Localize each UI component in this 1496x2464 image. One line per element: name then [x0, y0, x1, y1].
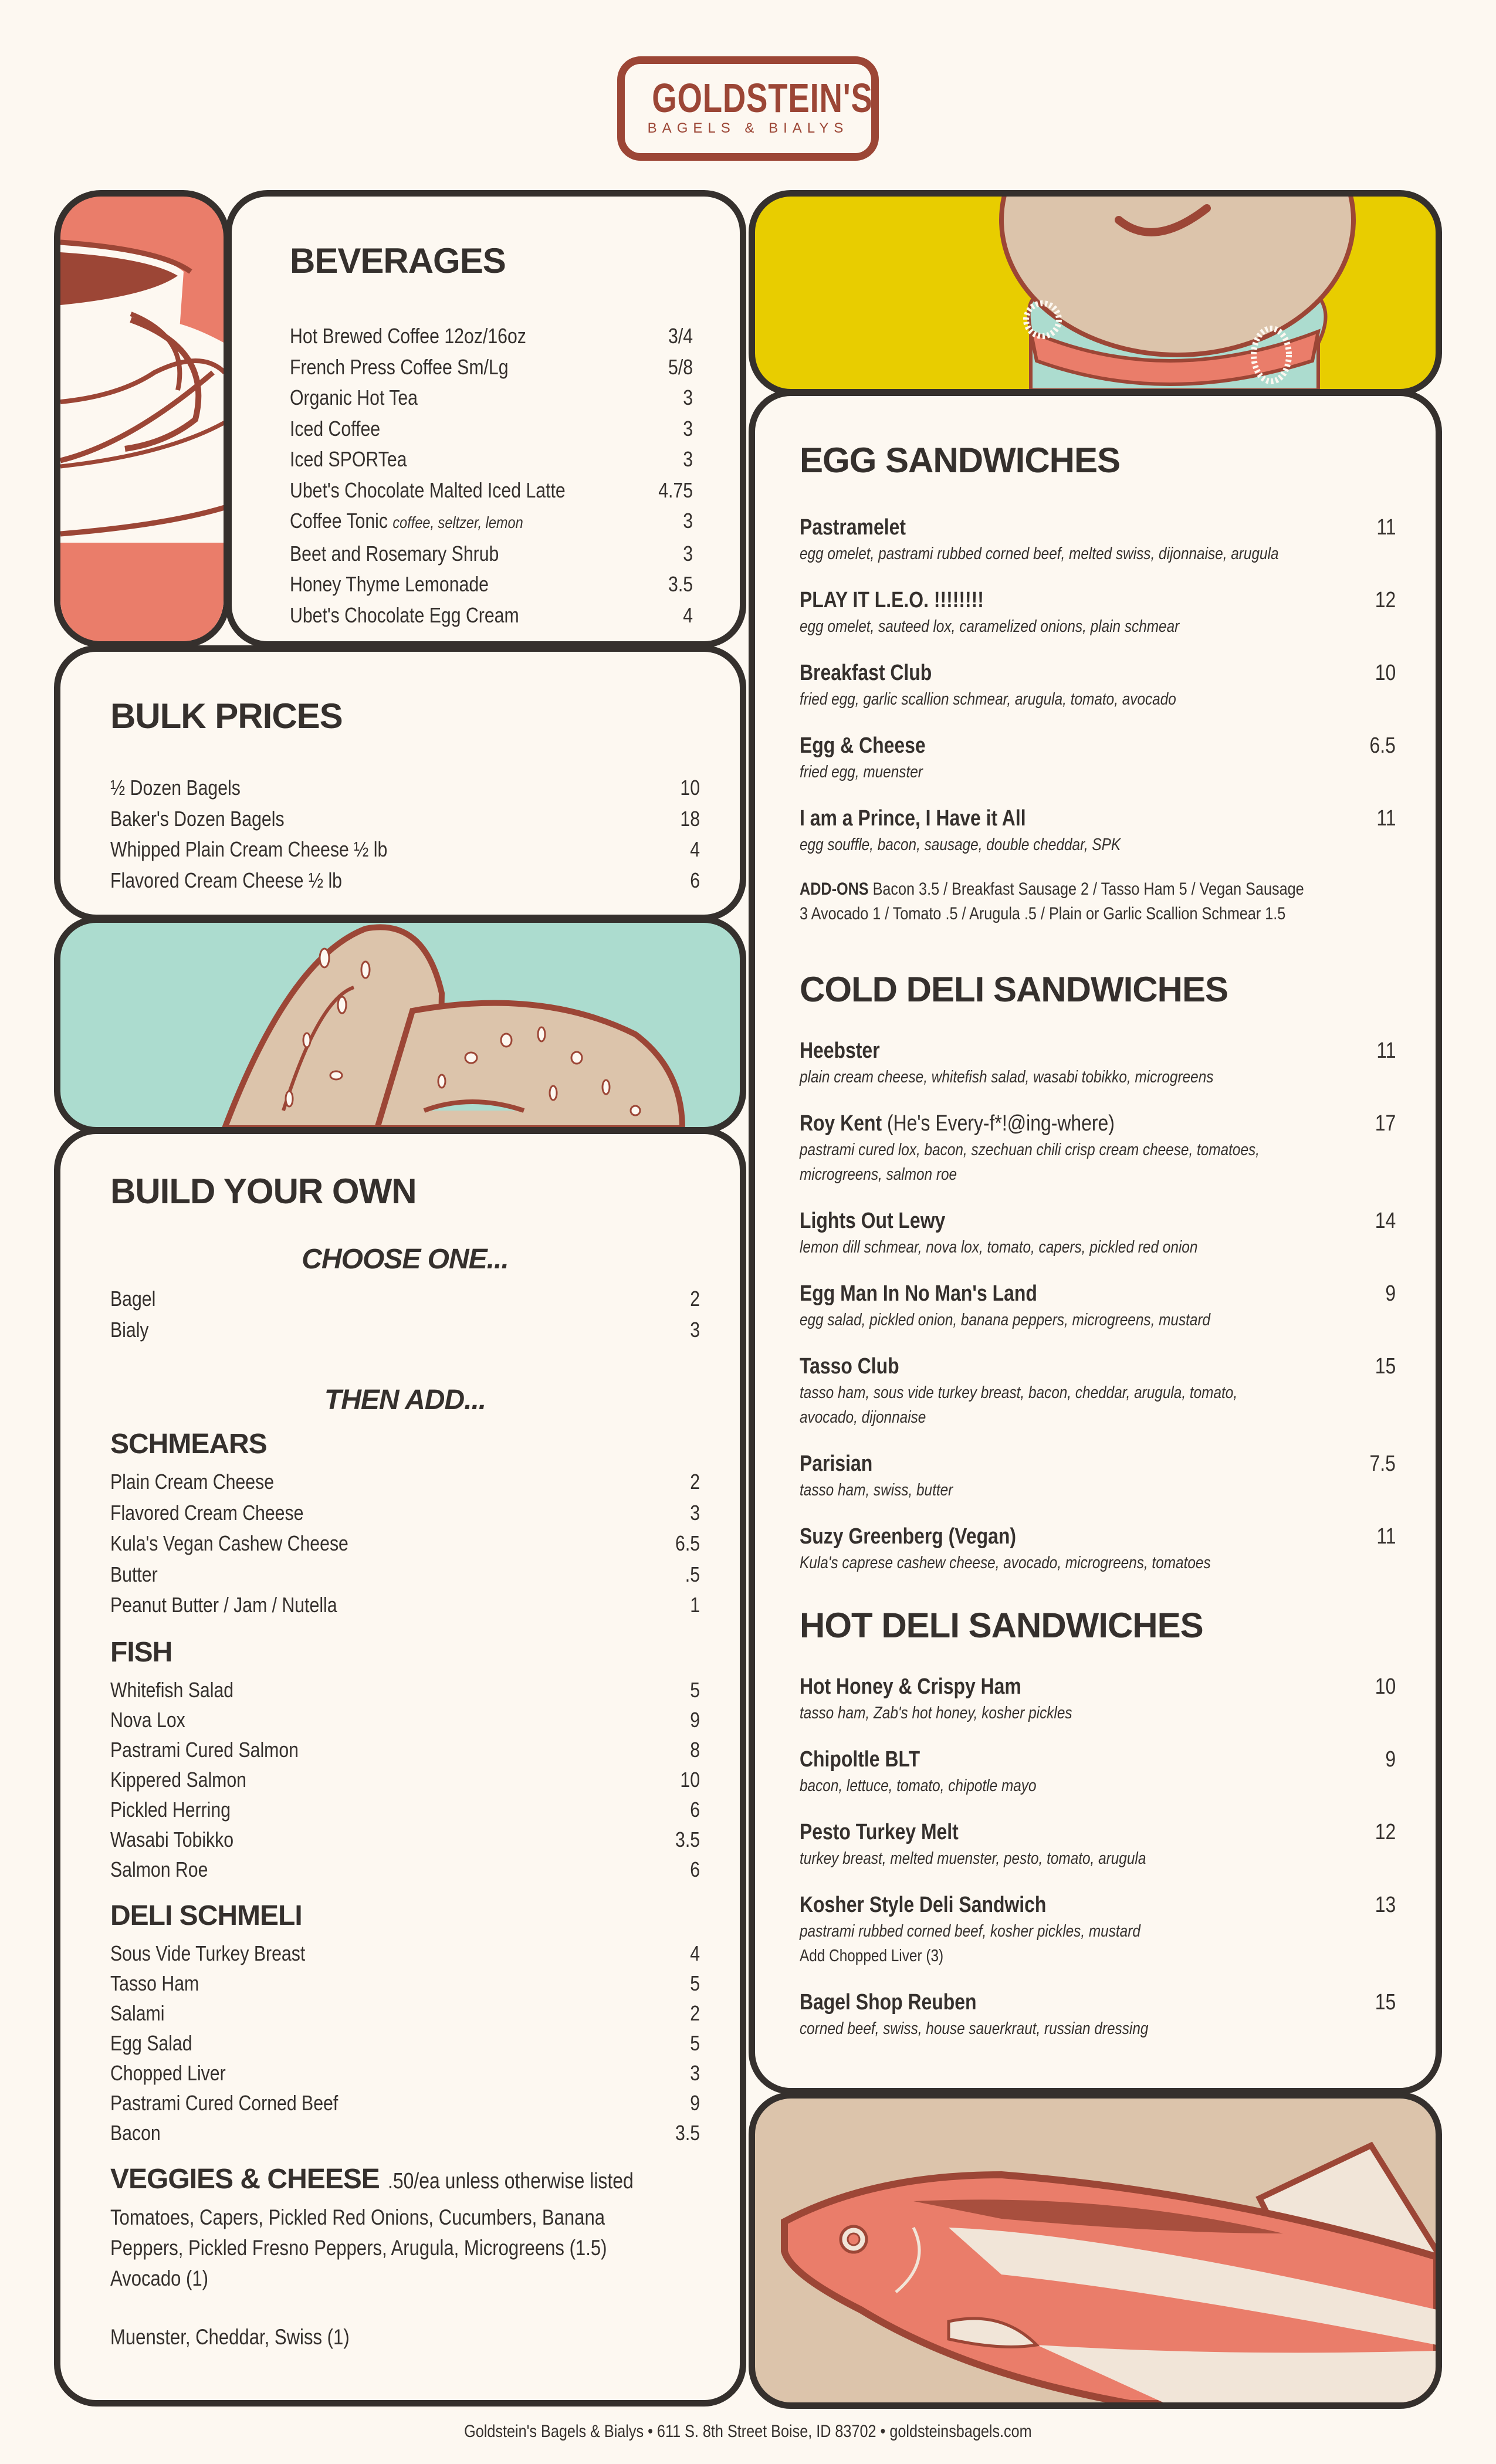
item-name: Whitefish Salad [110, 1677, 234, 1702]
sandwich-name: Pesto Turkey Melt [800, 1820, 959, 1844]
schmear-row [110, 1590, 700, 1621]
sandwich-name: I am a Prince, I Have it All [800, 806, 1026, 831]
hot-sandwich-item [800, 1891, 1396, 1968]
sandwich-price: 9 [1385, 1747, 1396, 1772]
item-price: 5/8 [668, 354, 693, 379]
build-your-own-panel [54, 1128, 746, 2407]
sandwich-price: 11 [1376, 1038, 1396, 1063]
addons-line-1: Bacon 3.5 / Breakfast Sausage 2 / Tasso Ham 5 / Vegan Sausage [868, 879, 1304, 899]
choose-one-label: CHOOSE ONE... [302, 1244, 509, 1275]
item-price: 10 [680, 776, 700, 800]
sandwich-description: egg souffle, bacon, sausage, double cheddar, SPK [800, 835, 1121, 854]
egg-addons [800, 877, 1396, 926]
sandwich-description: tasso ham, swiss, butter [800, 1481, 953, 1500]
sandwich-name: Tasso Club [800, 1354, 899, 1379]
cold-sandwich-item [800, 1280, 1396, 1332]
schmear-row [110, 1498, 700, 1529]
egg-sandwich-item [800, 804, 1396, 857]
fish-row [110, 1825, 700, 1854]
item-name: Pickled Herring [110, 1797, 231, 1822]
item-price: 5 [690, 2030, 700, 2055]
item-name: Peanut Butter / Jam / Nutella [110, 1593, 337, 1617]
item-price: 6 [690, 1797, 700, 1822]
item-price: 3 [683, 416, 693, 441]
subsection-schmears: SCHMEARS [110, 1429, 267, 1460]
sesame-bagels-illustration [54, 916, 746, 1133]
sandwich-name: Roy Kent [800, 1111, 882, 1136]
item-name: Hot Brewed Coffee 12oz/16oz [290, 324, 526, 348]
sandwich-price: 10 [1375, 1674, 1396, 1699]
item-name: Butter [110, 1562, 158, 1586]
item-price: .5 [685, 1562, 700, 1586]
sandwich-price: 13 [1375, 1893, 1396, 1917]
item-name: Iced SPORTea [290, 447, 407, 471]
item-name: Pastrami Cured Corned Beef [110, 2090, 339, 2115]
item-price: 3 [683, 385, 693, 409]
deli-row [110, 1968, 700, 1998]
sandwich-name: Heebster [800, 1038, 880, 1063]
section-title-bulk: BULK PRICES [110, 696, 343, 736]
base-row [110, 1284, 700, 1315]
item-name: Flavored Cream Cheese [110, 1500, 304, 1525]
item-price: 4 [690, 1941, 700, 1965]
fish-row [110, 1735, 700, 1765]
sandwich-price: 15 [1375, 1354, 1396, 1379]
item-name: Kula's Vegan Cashew Cheese [110, 1531, 348, 1555]
cold-sandwich-item [800, 1450, 1396, 1502]
item-name: Tasso Ham [110, 1971, 199, 1995]
egg-sandwich-item [800, 513, 1396, 566]
veggies-line-3: Avocado (1) [110, 2266, 209, 2290]
bulk-prices-panel [54, 645, 746, 921]
bagel-icon [60, 923, 741, 1128]
sandwich-name: Suzy Greenberg (Vegan) [800, 1524, 1016, 1549]
beverage-row [290, 475, 693, 506]
deli-row [110, 1938, 700, 1968]
item-name: Pastrami Cured Salmon [110, 1737, 299, 1762]
item-note: coffee, seltzer, lemon [392, 513, 523, 532]
fish-row [110, 1795, 700, 1825]
coffee-cup-icon [60, 197, 225, 642]
sandwich-price: 6.5 [1369, 733, 1396, 758]
schmear-row [110, 1559, 700, 1590]
cold-sandwich-item [800, 1109, 1396, 1187]
item-name: Wasabi Tobikko [110, 1827, 234, 1852]
deli-row [110, 2118, 700, 2148]
sandwich-description: turkey breast, melted muenster, pesto, tomato, arugula [800, 1849, 1146, 1868]
item-name: Organic Hot Tea [290, 385, 418, 409]
item-price: 5 [690, 1677, 700, 1702]
sandwich-name: Egg Man In No Man's Land [800, 1281, 1037, 1306]
sandwich-description-cont: microgreens, salmon roe [800, 1165, 957, 1184]
item-price: 4 [690, 837, 700, 861]
item-name: Ubet's Chocolate Egg Cream [290, 603, 519, 627]
sandwich-name: Parisian [800, 1451, 873, 1476]
beverage-row [290, 444, 693, 475]
sandwich-description: fried egg, muenster [800, 763, 923, 781]
sandwich-description: corned beef, swiss, house sauerkraut, russian dressing [800, 2019, 1149, 2038]
sandwich-description: egg omelet, pastrami rubbed corned beef, melted swiss, dijonnaise, arugula [800, 544, 1279, 563]
sandwich-price: 11 [1376, 806, 1396, 831]
item-name: Egg Salad [110, 2030, 192, 2055]
item-name: Whipped Plain Cream Cheese ½ lb [110, 837, 388, 861]
sandwich-description: egg omelet, sauteed lox, caramelized onions, plain schmear [800, 617, 1180, 636]
cheese-line: Muenster, Cheddar, Swiss (1) [110, 2324, 350, 2349]
sandwich-name: Hot Honey & Crispy Ham [800, 1674, 1021, 1699]
cold-sandwich-item [800, 1522, 1396, 1575]
sandwich-name: Kosher Style Deli Sandwich [800, 1893, 1047, 1917]
beverage-row [290, 383, 693, 414]
beverages-panel [225, 190, 746, 648]
sandwich-name: Bagel Shop Reuben [800, 1990, 977, 2015]
item-price: 2 [690, 1470, 700, 1494]
sandwich-description: pastrami rubbed corned beef, kosher pickles, mustard [800, 1922, 1140, 1941]
bulk-row [110, 804, 700, 835]
hot-sandwich-item [800, 1818, 1396, 1871]
sandwich-subtitle: (He's Every-f*!@ing-where) [882, 1111, 1115, 1136]
bulk-row [110, 865, 700, 896]
sandwich-price: 15 [1375, 1990, 1396, 2015]
deli-row [110, 2088, 700, 2118]
item-name: Coffee Tonic [290, 509, 388, 533]
beverage-row [290, 539, 693, 570]
schmear-row [110, 1467, 700, 1498]
item-name: Plain Cream Cheese [110, 1470, 275, 1494]
egg-sandwich-item [800, 659, 1396, 712]
hot-sandwich-item [800, 1988, 1396, 2041]
sandwich-price: 11 [1376, 1524, 1396, 1549]
beverage-row [290, 569, 693, 600]
item-name: Salami [110, 2001, 165, 2025]
fish-icon [755, 2099, 1437, 2404]
section-title-egg: EGG SANDWICHES [800, 441, 1121, 480]
sandwich-description: pastrami cured lox, bacon, szechuan chili crisp cream cheese, tomatoes, [800, 1140, 1260, 1159]
beverage-row [290, 321, 693, 352]
item-price: 3.5 [675, 1827, 700, 1852]
sandwich-price: 7.5 [1369, 1451, 1396, 1476]
hot-sandwich-item [800, 1745, 1396, 1798]
sandwich-description: egg salad, pickled onion, banana peppers, microgreens, mustard [800, 1311, 1211, 1329]
beverage-row [290, 414, 693, 445]
sandwich-description: tasso ham, sous vide turkey breast, bacon, cheddar, arugula, tomato, [800, 1383, 1238, 1402]
item-price: 8 [690, 1737, 700, 1762]
egg-sandwich-illustration [749, 190, 1442, 395]
item-price: 4.75 [658, 478, 693, 502]
cold-sandwich-item [800, 1352, 1396, 1430]
fish-row [110, 1705, 700, 1735]
item-name: Bialy [110, 1317, 149, 1342]
item-name: Iced Coffee [290, 416, 381, 441]
section-title-hot: HOT DELI SANDWICHES [800, 1606, 1203, 1645]
item-price: 3/4 [668, 324, 693, 348]
deli-row [110, 1998, 700, 2028]
section-title-build: BUILD YOUR OWN [110, 1172, 417, 1211]
item-price: 1 [690, 1593, 700, 1617]
coffee-cup-illustration [54, 190, 230, 648]
item-price: 3 [690, 2060, 700, 2085]
sandwich-name: Lights Out Lewy [800, 1209, 946, 1233]
brand-logo [617, 56, 879, 161]
bulk-row [110, 834, 700, 865]
cold-sandwich-item [800, 1207, 1396, 1260]
sandwich-price: 12 [1375, 1820, 1396, 1844]
beverage-row [290, 600, 693, 631]
item-name: Flavored Cream Cheese ½ lb [110, 868, 342, 892]
addons-label: ADD-ONS [800, 879, 869, 899]
sandwich-icon [755, 197, 1437, 390]
section-title-beverages: BEVERAGES [290, 241, 506, 280]
sandwich-description: plain cream cheese, whitefish salad, wasabi tobikko, microgreens [800, 1068, 1214, 1087]
sandwich-description: bacon, lettuce, tomato, chipotle mayo [800, 1776, 1037, 1795]
then-add-label: THEN ADD... [324, 1385, 486, 1416]
sandwich-name: Breakfast Club [800, 661, 932, 685]
deli-row [110, 2058, 700, 2088]
footer-text: Goldstein's Bagels & Bialys • 611 S. 8th Street Boise, ID 83702 • goldsteinsbagels.com [464, 2422, 1032, 2441]
item-name: Chopped Liver [110, 2060, 226, 2085]
beverage-row [290, 506, 693, 539]
beverage-row [290, 352, 693, 383]
logo-name: GOLDSTEIN'S [652, 75, 873, 121]
item-price: 10 [680, 1767, 700, 1792]
subsection-fish: FISH [110, 1636, 172, 1668]
item-price: 18 [680, 806, 700, 831]
sandwich-name: PLAY IT L.E.O. !!!!!!!! [800, 588, 984, 612]
hot-sandwich-item [800, 1673, 1396, 1725]
schmear-row [110, 1528, 700, 1559]
item-name: Kippered Salmon [110, 1767, 246, 1792]
sandwich-price: 17 [1375, 1111, 1396, 1136]
subsection-veggies: VEGGIES & CHEESE [110, 2163, 380, 2195]
sandwich-description: fried egg, garlic scallion schmear, arugula, tomato, avocado [800, 690, 1176, 709]
deli-row [110, 2028, 700, 2058]
section-title-cold: COLD DELI SANDWICHES [800, 970, 1228, 1009]
sandwich-name: Pastramelet [800, 515, 906, 540]
item-name: French Press Coffee Sm/Lg [290, 354, 509, 379]
veggies-line-1: Tomatoes, Capers, Pickled Red Onions, Cucumbers, Banana [110, 2205, 605, 2229]
sandwich-description: lemon dill schmear, nova lox, tomato, capers, pickled red onion [800, 1238, 1198, 1257]
veggies-pricing-note: .50/ea unless otherwise listed [387, 2168, 634, 2194]
sandwich-description-cont: avocado, dijonnaise [800, 1408, 926, 1427]
item-name: Beet and Rosemary Shrub [290, 541, 499, 566]
salmon-illustration [749, 2092, 1442, 2409]
sandwich-note: Add Chopped Liver (3) [800, 1947, 944, 1965]
sandwich-price: 14 [1375, 1209, 1396, 1233]
item-price: 5 [690, 1971, 700, 1995]
item-price: 4 [683, 603, 693, 627]
sandwich-price: 9 [1385, 1281, 1396, 1306]
item-price: 3 [690, 1317, 700, 1342]
subsection-deli: DELI SCHMELI [110, 1900, 302, 1931]
sandwich-price: 11 [1376, 515, 1396, 540]
item-price: 3 [690, 1500, 700, 1525]
item-price: 3.5 [675, 2120, 700, 2145]
item-price: 2 [690, 1287, 700, 1311]
item-price: 2 [690, 2001, 700, 2025]
egg-sandwich-item [800, 732, 1396, 784]
veggies-line-2: Peppers, Pickled Fresno Peppers, Arugula, Microgreens (1.5) [110, 2235, 607, 2260]
sandwich-price: 10 [1375, 661, 1396, 685]
item-name: Sous Vide Turkey Breast [110, 1941, 306, 1965]
fish-row [110, 1675, 700, 1705]
base-row [110, 1315, 700, 1346]
bulk-row [110, 773, 700, 804]
sandwich-name: Egg & Cheese [800, 733, 926, 758]
egg-sandwich-item [800, 586, 1396, 639]
sandwich-description: tasso ham, Zab's hot honey, kosher pickles [800, 1704, 1072, 1722]
item-price: 9 [690, 2090, 700, 2115]
item-name: Nova Lox [110, 1707, 185, 1732]
fish-row [110, 1765, 700, 1795]
cold-sandwich-item [800, 1037, 1396, 1089]
sandwich-name: Chipoltle BLT [800, 1747, 920, 1772]
footer-address [0, 2422, 1496, 2442]
addons-line-2: 3 Avocado 1 / Tomato .5 / Arugula .5 / Plain or Garlic Scallion Schmear 1.5 [800, 904, 1286, 923]
item-name: ½ Dozen Bagels [110, 776, 241, 800]
sandwich-price: 12 [1375, 588, 1396, 612]
item-price: 3 [683, 509, 693, 533]
item-price: 6 [690, 868, 700, 892]
item-name: Honey Thyme Lemonade [290, 572, 489, 596]
item-price: 6.5 [675, 1531, 700, 1555]
item-price: 9 [690, 1707, 700, 1732]
fish-row [110, 1854, 700, 1884]
item-name: Salmon Roe [110, 1857, 208, 1881]
logo-tagline: BAGELS & BIALYS [647, 120, 849, 136]
item-name: Ubet's Chocolate Malted Iced Latte [290, 478, 566, 502]
item-price: 6 [690, 1857, 700, 1881]
item-price: 3 [683, 541, 693, 566]
item-price: 3 [683, 447, 693, 471]
item-price: 3.5 [668, 572, 693, 596]
item-name: Baker's Dozen Bagels [110, 806, 285, 831]
sandwich-description: Kula's caprese cashew cheese, avocado, microgreens, tomatoes [800, 1553, 1211, 1572]
item-name: Bagel [110, 1287, 156, 1311]
item-name: Bacon [110, 2120, 161, 2145]
sandwiches-panel [749, 390, 1442, 2094]
